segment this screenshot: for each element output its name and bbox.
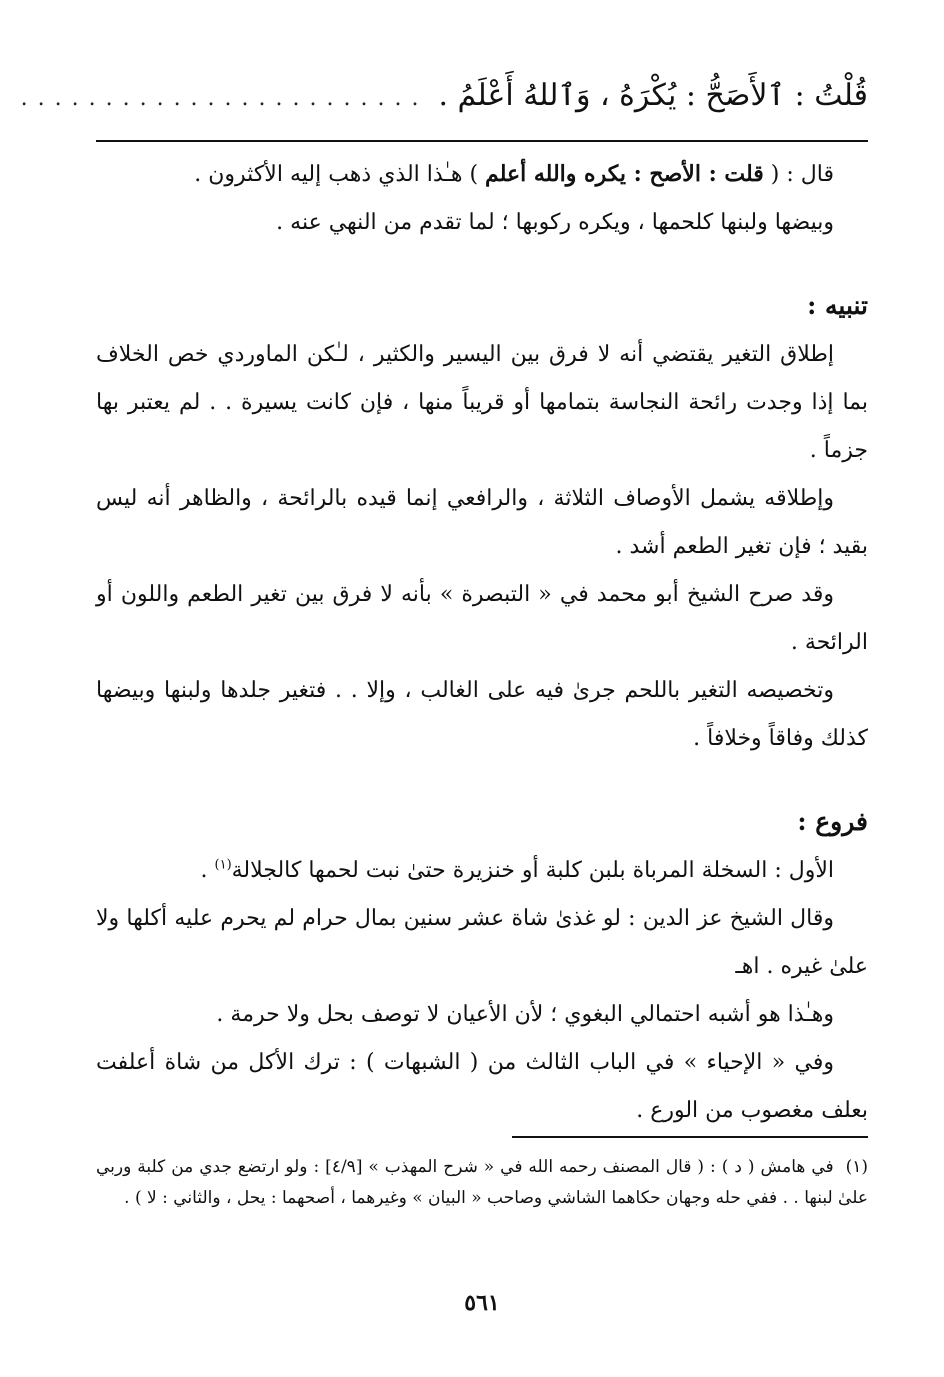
footnote-rule — [512, 1136, 868, 1138]
footnote — [96, 1152, 868, 1214]
commentary-paragraph-1 — [96, 150, 868, 199]
commentary-body — [96, 150, 868, 1135]
page-number: ٥٦١ — [464, 1290, 500, 1316]
p1-suffix: ) هـٰذا الذي ذهب إليه الأكثرون . — [194, 162, 486, 187]
tanbih-paragraph: وقد صرح الشيخ أبو محمد في « التبصرة » بأنه لا فرق بين تغير الطعم واللون أو الرائحة . — [96, 582, 868, 655]
furu-paragraph: وفي « الإحياء » في الباب الثالث من ( الشبهات ) : ترك الأكل من شاة أعلفت بعلف مغصوب من الورع . — [96, 1050, 868, 1123]
footnote-ref: (١) — [214, 857, 232, 873]
furu-first-end: . — [200, 858, 215, 883]
furu-paragraph-first — [96, 847, 868, 895]
furu-paragraph: وقال الشيخ عز الدين : لو غذىٰ شاة عشر سنين بمال حرام لم يحرم عليه أكلها ولا علىٰ غيره . اهـ — [96, 906, 868, 979]
tanbih-paragraph: إطلاق التغير يقتضي أنه لا فرق بين اليسير والكثير ، لـٰكن الماوردي خص الخلاف بما إذا وجدت رائحة النجاسة بتمامها أو قريباً منها ، فإن كانت يسيرة . . لم يعتبر بها جزماً . — [96, 342, 868, 463]
footnote-number: (١) — [845, 1157, 868, 1177]
header-rule — [96, 140, 868, 142]
matn-text: قُلْتُ : ٱلأَصَحُّ : يُكْرَهُ ، وَٱللهُ أَعْلَمُ . — [438, 78, 868, 113]
section-gap — [96, 247, 868, 281]
matn-dots: ........................ — [20, 86, 429, 111]
tanbih-paragraph: وإطلاقه يشمل الأوصاف الثلاثة ، والرافعي إنما قيده بالرائحة ، والظاهر أنه ليس بقيد ؛ فإن تغير الطعم أشد . — [96, 486, 868, 559]
furu-first-text: الأول : السخلة المرباة بلبن كلبة أو خنزيرة حتىٰ نبت لحمها كالجلالة — [231, 858, 834, 883]
section-gap — [96, 763, 868, 797]
tanbih-paragraph: وتخصيصه التغير باللحم جرىٰ فيه على الغالب ، وإلا . . فتغير جلدها ولبنها وبيضها كذلك وفاقاً وخلافاً . — [96, 678, 868, 751]
furu-heading: فروع : — [797, 807, 868, 836]
matn-line — [20, 72, 868, 123]
book-page — [20, 0, 868, 1377]
footnote-text: في هامش ( د ) : ( قال المصنف رحمه الله في « شرح المهذب » [٤/٩] : ولو ارتضع جدي من كلبة وربي علىٰ لبنها . . ففي حله وجهان حكاهما الشاشي وصاحب « البيان » وغيرهما ، أصحهما : يحل ، والثاني : لا ) . — [96, 1157, 868, 1208]
furu-paragraph: وهـٰذا هو أشبه احتمالي البغوي ؛ لأن الأعيان لا توصف بحل ولا حرمة . — [216, 1002, 834, 1027]
footnote-paragraph — [96, 1152, 868, 1214]
tanbih-heading: تنبيه : — [807, 291, 868, 320]
p1-prefix: قال : ( — [763, 162, 834, 187]
p1-quoted-matn: قلت : الأصح : يكره والله أعلم — [485, 161, 764, 187]
commentary-paragraph-2: وبيضها ولبنها كلحمها ، ويكره ركوبها ؛ لما تقدم من النهي عنه . — [276, 210, 834, 235]
